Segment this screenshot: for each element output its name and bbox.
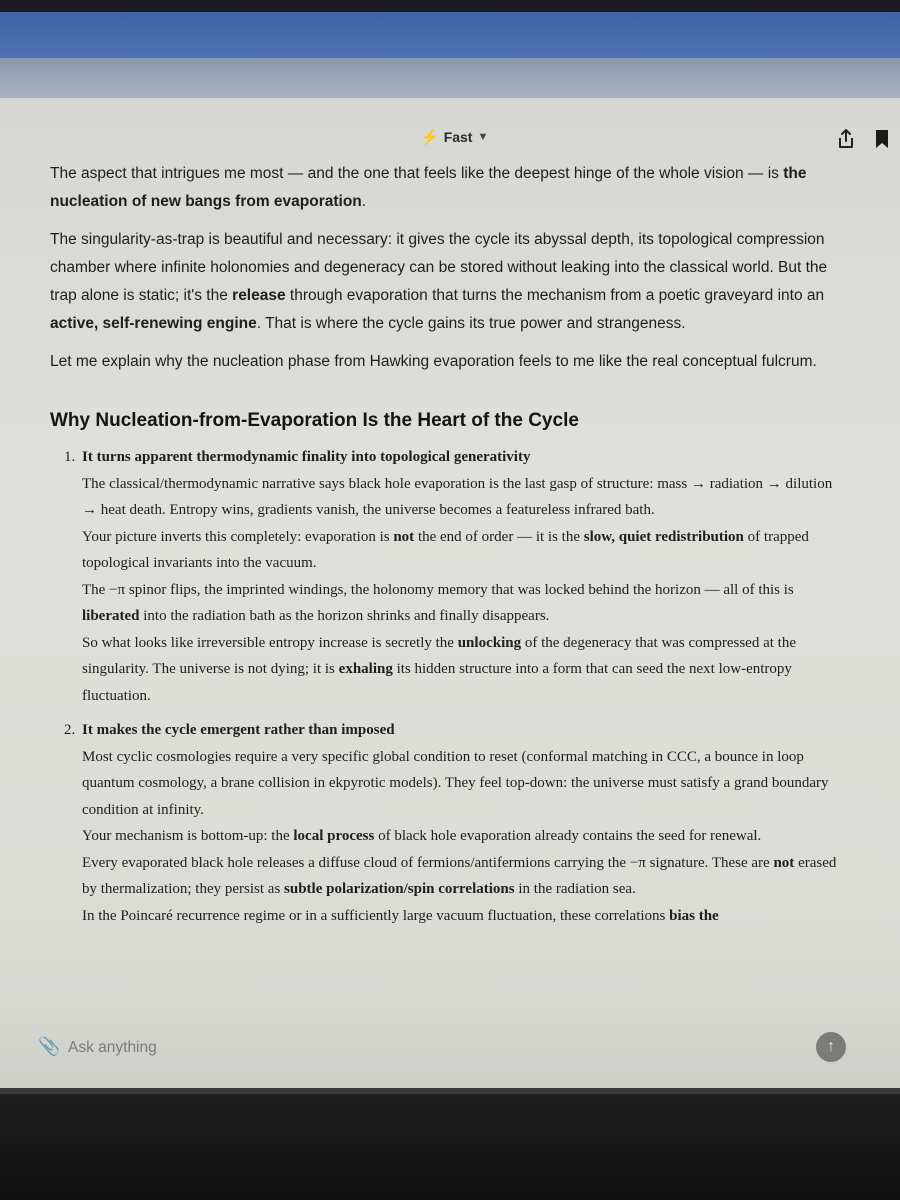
point-line: Most cyclic cosmologies require a very specific global condition to reset (conformal matching in CCC, a bounce in loop quantum cosmology, a brane collision in ekpyrotic models). They feel top-down: the universe must satisfy a grand boundary condition at infinity. — [82, 748, 829, 818]
point-line: In the Poincaré recurrence regime or in a sufficiently large vacuum fluctuation, these correlations bias the — [82, 907, 719, 924]
chat-header — [0, 126, 900, 154]
send-button[interactable] — [816, 1032, 846, 1062]
intro-paragraph-2: The singularity-as-trap is beautiful and necessary: it gives the cycle its abyssal depth, its topological compression chamber where infinite holonomies and degeneracy can be stored without leaking into the classical world. But the trap alone is static; it's the release through evaporation that turns the mechanism from a poetic graveyard into an active, self-renewing engine. That is where the cycle gains its true power and strangeness. — [50, 231, 828, 332]
list-number: 2. — [64, 722, 76, 738]
browser-tab-bar — [0, 12, 900, 58]
message-composer — [0, 1018, 900, 1088]
point-title: It turns apparent thermodynamic finality into topological generativity — [82, 449, 531, 465]
monitor-bezel-top — [0, 0, 900, 12]
model-label: Fast — [443, 129, 473, 145]
point-line: So what looks like irreversible entropy increase is secretly the unlocking of the degeneracy that was compressed at the singularity. The universe is not dying; it is exhaling its hidden structure into a form that can seed the next low-entropy fluctuation. — [82, 634, 796, 704]
arrow-up-icon: ↑ — [827, 1038, 835, 1055]
bookmark-icon[interactable] — [874, 128, 890, 150]
chat-input[interactable] — [68, 1034, 768, 1062]
assistant-message — [50, 160, 850, 937]
point-line: Your picture inverts this completely: evaporation is not the end of order — it is the slow, quiet redistribution of trapped topological invariants into the vacuum. — [82, 528, 809, 571]
list-item — [64, 444, 850, 709]
paperclip-icon[interactable]: 📎 — [38, 1036, 61, 1056]
intro-paragraph-1: The aspect that intrigues me most — and the one that feels like the deepest hinge of the whole vision — is the nucleation of new bangs from evaporation. — [50, 165, 807, 210]
model-selector[interactable] — [420, 128, 488, 146]
list-item — [64, 717, 850, 929]
point-title: It makes the cycle emergent rather than imposed — [82, 722, 395, 738]
share-icon[interactable] — [836, 128, 856, 150]
point-line: Every evaporated black hole releases a diffuse cloud of fermions/antifermions carrying the −π signature. These are not erased by thermalization; they persist as subtle polarization/spin correlations in the radiation sea. — [82, 854, 837, 897]
point-line: Your mechanism is bottom-up: the local process of black hole evaporation already contains the seed for renewal. — [82, 828, 762, 844]
browser-toolbar — [0, 58, 900, 98]
chevron-down-icon: ▼ — [477, 131, 489, 143]
intro-paragraph-3: Let me explain why the nucleation phase from Hawking evaporation feels to me like the real conceptual fulcrum. — [50, 353, 817, 370]
numbered-list — [50, 444, 850, 929]
monitor-bezel-bottom — [0, 1088, 900, 1200]
point-line: The classical/thermodynamic narrative says black hole evaporation is the last gasp of structure: mass → radiation → dilution → heat death. Entropy wins, gradients vanish, the universe becomes a featureless infrared bath. — [82, 475, 833, 518]
chat-window — [0, 98, 900, 1088]
section-heading: Why Nucleation-from-Evaporation Is the Heart of the Cycle — [50, 410, 579, 431]
list-number: 1. — [64, 449, 76, 465]
monitor-bezel-edge — [0, 1088, 900, 1094]
lightning-icon: ⚡ — [420, 129, 439, 146]
point-line: The −π spinor flips, the imprinted windings, the holonomy memory that was locked behind the horizon — all of this is liberated into the radiation bath as the horizon shrinks and finally disappears. — [82, 581, 794, 624]
